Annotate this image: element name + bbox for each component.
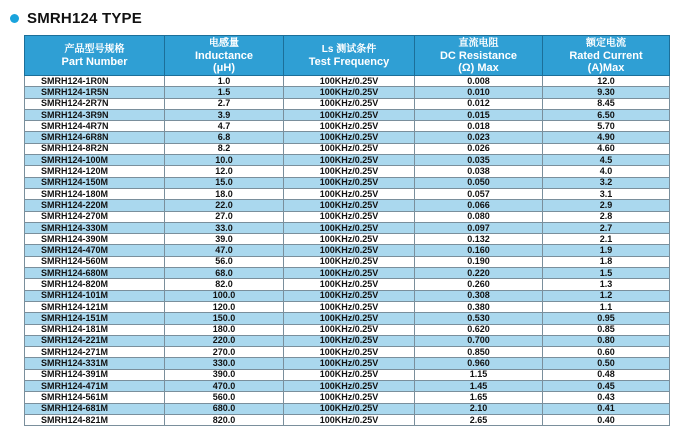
cell-dc-resistance: 0.190 (415, 256, 543, 267)
table-row (25, 335, 670, 346)
cell-test-frequency: 100KHz/0.25V (284, 279, 415, 290)
cell-part-number: SMRH124-120M (25, 166, 165, 177)
cell-inductance: 27.0 (165, 211, 284, 222)
table-row (25, 245, 670, 256)
cell-dc-resistance: 0.038 (415, 166, 543, 177)
table-row (25, 121, 670, 132)
cell-inductance: 270.0 (165, 347, 284, 358)
table-row (25, 76, 670, 87)
cell-rated-current: 2.9 (543, 200, 670, 211)
cell-inductance: 1.5 (165, 87, 284, 98)
cell-test-frequency: 100KHz/0.25V (284, 234, 415, 245)
cell-dc-resistance: 0.132 (415, 234, 543, 245)
cell-rated-current: 0.45 (543, 381, 670, 392)
cell-part-number: SMRH124-560M (25, 256, 165, 267)
header-test-frequency-zh: Ls 测试条件 (321, 43, 377, 55)
cell-inductance: 100.0 (165, 290, 284, 301)
cell-dc-resistance: 0.023 (415, 132, 543, 143)
cell-part-number: SMRH124-3R9N (25, 109, 165, 120)
cell-inductance: 1.0 (165, 76, 284, 87)
table-row (25, 98, 670, 109)
cell-part-number: SMRH124-4R7N (25, 121, 165, 132)
cell-inductance: 56.0 (165, 256, 284, 267)
table-row (25, 256, 670, 267)
cell-test-frequency: 100KHz/0.25V (284, 121, 415, 132)
cell-rated-current: 1.5 (543, 268, 670, 279)
cell-inductance: 680.0 (165, 403, 284, 414)
cell-inductance: 820.0 (165, 414, 284, 425)
cell-rated-current: 8.45 (543, 98, 670, 109)
cell-inductance: 15.0 (165, 177, 284, 188)
table-row (25, 87, 670, 98)
cell-inductance: 10.0 (165, 155, 284, 166)
cell-part-number: SMRH124-221M (25, 335, 165, 346)
cell-inductance: 68.0 (165, 268, 284, 279)
cell-test-frequency: 100KHz/0.25V (284, 369, 415, 380)
table-row (25, 177, 670, 188)
cell-dc-resistance: 0.080 (415, 211, 543, 222)
cell-dc-resistance: 0.260 (415, 279, 543, 290)
cell-inductance: 18.0 (165, 188, 284, 199)
header-part-number-zh: 产品型号规格 (64, 43, 125, 55)
cell-rated-current: 1.9 (543, 245, 670, 256)
cell-dc-resistance: 0.700 (415, 335, 543, 346)
cell-rated-current: 1.8 (543, 256, 670, 267)
cell-rated-current: 0.60 (543, 347, 670, 358)
cell-test-frequency: 100KHz/0.25V (284, 222, 415, 233)
cell-test-frequency: 100KHz/0.25V (284, 109, 415, 120)
cell-part-number: SMRH124-330M (25, 222, 165, 233)
cell-inductance: 22.0 (165, 200, 284, 211)
cell-inductance: 390.0 (165, 369, 284, 380)
cell-test-frequency: 100KHz/0.25V (284, 392, 415, 403)
cell-inductance: 6.8 (165, 132, 284, 143)
header-dc-resistance-unit: (Ω) Max (458, 61, 499, 74)
cell-rated-current: 3.1 (543, 188, 670, 199)
cell-part-number: SMRH124-470M (25, 245, 165, 256)
cell-inductance: 82.0 (165, 279, 284, 290)
cell-part-number: SMRH124-101M (25, 290, 165, 301)
table-row (25, 188, 670, 199)
table-row (25, 414, 670, 425)
cell-rated-current: 6.50 (543, 109, 670, 120)
cell-test-frequency: 100KHz/0.25V (284, 132, 415, 143)
cell-rated-current: 2.1 (543, 234, 670, 245)
cell-rated-current: 0.41 (543, 403, 670, 414)
table-row (25, 358, 670, 369)
bullet-icon (10, 14, 19, 23)
cell-rated-current: 1.1 (543, 301, 670, 312)
header-dc-resistance (415, 36, 543, 76)
header-test-frequency-en: Test Frequency (308, 55, 390, 68)
cell-part-number: SMRH124-180M (25, 188, 165, 199)
cell-rated-current: 0.50 (543, 358, 670, 369)
cell-test-frequency: 100KHz/0.25V (284, 313, 415, 324)
cell-rated-current: 0.85 (543, 324, 670, 335)
table-row (25, 279, 670, 290)
cell-rated-current: 12.0 (543, 76, 670, 87)
cell-rated-current: 0.48 (543, 369, 670, 380)
cell-part-number: SMRH124-270M (25, 211, 165, 222)
cell-inductance: 2.7 (165, 98, 284, 109)
cell-rated-current: 0.80 (543, 335, 670, 346)
cell-dc-resistance: 1.45 (415, 381, 543, 392)
cell-part-number: SMRH124-150M (25, 177, 165, 188)
table-row (25, 200, 670, 211)
cell-dc-resistance: 0.097 (415, 222, 543, 233)
cell-dc-resistance: 1.15 (415, 369, 543, 380)
cell-test-frequency: 100KHz/0.25V (284, 177, 415, 188)
cell-inductance: 39.0 (165, 234, 284, 245)
cell-inductance: 150.0 (165, 313, 284, 324)
cell-dc-resistance: 0.066 (415, 200, 543, 211)
cell-inductance: 47.0 (165, 245, 284, 256)
cell-inductance: 3.9 (165, 109, 284, 120)
header-inductance-zh: 电感量 (209, 37, 239, 49)
cell-rated-current: 4.90 (543, 132, 670, 143)
cell-dc-resistance: 0.960 (415, 358, 543, 369)
cell-test-frequency: 100KHz/0.25V (284, 324, 415, 335)
cell-dc-resistance: 1.65 (415, 392, 543, 403)
cell-rated-current: 0.95 (543, 313, 670, 324)
cell-rated-current: 9.30 (543, 87, 670, 98)
cell-part-number: SMRH124-6R8N (25, 132, 165, 143)
cell-part-number: SMRH124-561M (25, 392, 165, 403)
header-inductance (165, 36, 284, 76)
cell-test-frequency: 100KHz/0.25V (284, 188, 415, 199)
cell-dc-resistance: 0.057 (415, 188, 543, 199)
cell-part-number: SMRH124-681M (25, 403, 165, 414)
cell-rated-current: 1.3 (543, 279, 670, 290)
cell-part-number: SMRH124-271M (25, 347, 165, 358)
header-rated-current (543, 36, 670, 76)
table-row (25, 301, 670, 312)
cell-inductance: 180.0 (165, 324, 284, 335)
cell-dc-resistance: 0.008 (415, 76, 543, 87)
cell-part-number: SMRH124-181M (25, 324, 165, 335)
header-rated-current-en: Rated Current (569, 49, 643, 62)
cell-rated-current: 3.2 (543, 177, 670, 188)
header-part-number-en: Part Number (61, 55, 128, 68)
table-row (25, 347, 670, 358)
cell-test-frequency: 100KHz/0.25V (284, 414, 415, 425)
cell-inductance: 220.0 (165, 335, 284, 346)
cell-dc-resistance: 0.035 (415, 155, 543, 166)
cell-part-number: SMRH124-220M (25, 200, 165, 211)
cell-part-number: SMRH124-331M (25, 358, 165, 369)
cell-dc-resistance: 0.026 (415, 143, 543, 154)
cell-test-frequency: 100KHz/0.25V (284, 76, 415, 87)
cell-test-frequency: 100KHz/0.25V (284, 335, 415, 346)
cell-part-number: SMRH124-121M (25, 301, 165, 312)
cell-inductance: 470.0 (165, 381, 284, 392)
cell-inductance: 120.0 (165, 301, 284, 312)
cell-inductance: 4.7 (165, 121, 284, 132)
cell-rated-current: 5.70 (543, 121, 670, 132)
cell-part-number: SMRH124-1R5N (25, 87, 165, 98)
cell-rated-current: 0.40 (543, 414, 670, 425)
table-row (25, 324, 670, 335)
cell-dc-resistance: 0.620 (415, 324, 543, 335)
cell-dc-resistance: 0.850 (415, 347, 543, 358)
cell-test-frequency: 100KHz/0.25V (284, 200, 415, 211)
cell-dc-resistance: 0.160 (415, 245, 543, 256)
cell-part-number: SMRH124-8R2N (25, 143, 165, 154)
cell-test-frequency: 100KHz/0.25V (284, 256, 415, 267)
cell-inductance: 560.0 (165, 392, 284, 403)
cell-part-number: SMRH124-820M (25, 279, 165, 290)
table-row (25, 211, 670, 222)
header-row (25, 36, 670, 76)
cell-test-frequency: 100KHz/0.25V (284, 268, 415, 279)
cell-test-frequency: 100KHz/0.25V (284, 381, 415, 392)
cell-part-number: SMRH124-680M (25, 268, 165, 279)
cell-rated-current: 4.0 (543, 166, 670, 177)
title-row (10, 9, 142, 27)
table-row (25, 143, 670, 154)
table-row (25, 109, 670, 120)
cell-dc-resistance: 0.380 (415, 301, 543, 312)
table-row (25, 268, 670, 279)
cell-dc-resistance: 0.220 (415, 268, 543, 279)
cell-test-frequency: 100KHz/0.25V (284, 347, 415, 358)
cell-test-frequency: 100KHz/0.25V (284, 290, 415, 301)
cell-inductance: 330.0 (165, 358, 284, 369)
cell-part-number: SMRH124-391M (25, 369, 165, 380)
table-row (25, 155, 670, 166)
cell-dc-resistance: 0.015 (415, 109, 543, 120)
cell-inductance: 33.0 (165, 222, 284, 233)
table-body (25, 76, 670, 426)
header-dc-resistance-en: DC Resistance (439, 49, 518, 62)
cell-test-frequency: 100KHz/0.25V (284, 403, 415, 414)
cell-part-number: SMRH124-2R7N (25, 98, 165, 109)
header-inductance-en: Inductance (194, 49, 254, 62)
header-dc-resistance-zh: 直流电阻 (458, 37, 499, 49)
cell-rated-current: 2.8 (543, 211, 670, 222)
cell-test-frequency: 100KHz/0.25V (284, 87, 415, 98)
cell-dc-resistance: 0.010 (415, 87, 543, 98)
table-row (25, 132, 670, 143)
cell-part-number: SMRH124-151M (25, 313, 165, 324)
cell-test-frequency: 100KHz/0.25V (284, 301, 415, 312)
page-title: SMRH124 TYPE (27, 9, 142, 27)
cell-part-number: SMRH124-471M (25, 381, 165, 392)
cell-part-number: SMRH124-390M (25, 234, 165, 245)
header-part-number (25, 36, 165, 76)
table-row (25, 234, 670, 245)
cell-part-number: SMRH124-100M (25, 155, 165, 166)
cell-test-frequency: 100KHz/0.25V (284, 245, 415, 256)
table-row (25, 392, 670, 403)
cell-dc-resistance: 0.530 (415, 313, 543, 324)
header-rated-current-unit: (A)Max (587, 61, 625, 74)
cell-rated-current: 2.7 (543, 222, 670, 233)
cell-rated-current: 4.5 (543, 155, 670, 166)
cell-dc-resistance: 2.10 (415, 403, 543, 414)
cell-part-number: SMRH124-821M (25, 414, 165, 425)
table-row (25, 290, 670, 301)
cell-dc-resistance: 0.050 (415, 177, 543, 188)
cell-rated-current: 4.60 (543, 143, 670, 154)
header-rated-current-zh: 额定电流 (586, 37, 626, 49)
cell-inductance: 8.2 (165, 143, 284, 154)
cell-dc-resistance: 0.012 (415, 98, 543, 109)
spec-table (24, 35, 670, 426)
table-row (25, 403, 670, 414)
header-test-frequency (284, 36, 415, 76)
table-row (25, 381, 670, 392)
cell-dc-resistance: 2.65 (415, 414, 543, 425)
cell-dc-resistance: 0.018 (415, 121, 543, 132)
header-inductance-unit: (μH) (213, 61, 235, 74)
cell-test-frequency: 100KHz/0.25V (284, 211, 415, 222)
cell-rated-current: 1.2 (543, 290, 670, 301)
table-row (25, 313, 670, 324)
cell-inductance: 12.0 (165, 166, 284, 177)
cell-rated-current: 0.43 (543, 392, 670, 403)
cell-test-frequency: 100KHz/0.25V (284, 166, 415, 177)
cell-dc-resistance: 0.308 (415, 290, 543, 301)
table-row (25, 222, 670, 233)
cell-test-frequency: 100KHz/0.25V (284, 98, 415, 109)
cell-test-frequency: 100KHz/0.25V (284, 358, 415, 369)
cell-part-number: SMRH124-1R0N (25, 76, 165, 87)
table-row (25, 166, 670, 177)
cell-test-frequency: 100KHz/0.25V (284, 155, 415, 166)
cell-test-frequency: 100KHz/0.25V (284, 143, 415, 154)
table-row (25, 369, 670, 380)
